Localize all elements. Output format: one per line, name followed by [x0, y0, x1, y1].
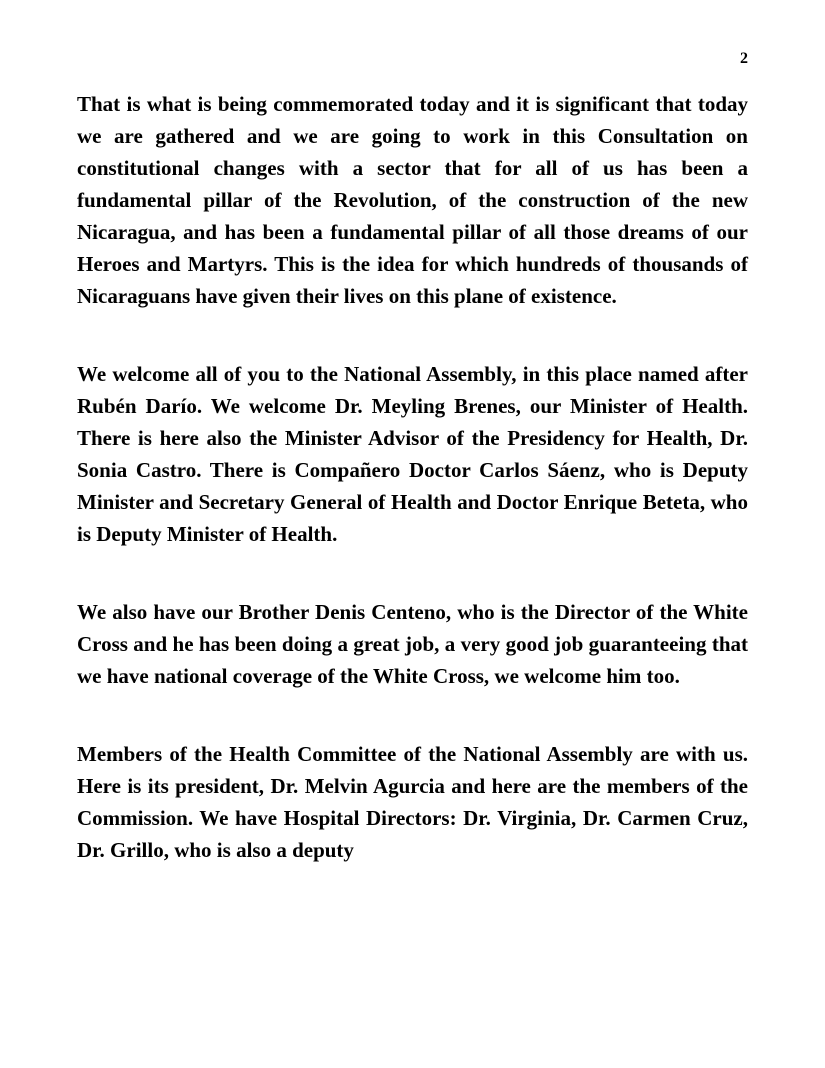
paragraph-health-committee: Members of the Health Committee of the National Assembly are with us. Here is its president, Dr. Melvin Agurcia and here are the members of the Commission. We have Hospital Directors: Dr. Virginia, Dr. Carmen Cruz, Dr. Grillo, who is also a deputy — [77, 742, 748, 862]
paragraph-white-cross: We also have our Brother Denis Centeno, who is the Director of the White Cross and he has been doing a great job, a very good job guaranteeing that we have national coverage of the White Cross, we welcome him too. — [77, 600, 748, 688]
page-number: 2 — [740, 50, 748, 67]
paragraph-welcome-ministers: We welcome all of you to the National Assembly, in this place named after Rubén Darío. We welcome Dr. Meyling Brenes, our Minister of Health. There is here also the Minister Advisor of the Presidency for Health, Dr. Sonia Castro. There is Compañero Doctor Carlos Sáenz, who is Deputy Minister and Secretary General of Health and Doctor Enrique Beteta, who is Deputy Minister of Health. — [77, 362, 748, 546]
paragraph-commemoration: That is what is being commemorated today and it is significant that today we are gathered and we are going to work in this Consultation on constitutional changes with a sector that for all of us has been a fundamental pillar of the Revolution, of the construction of the new Nicaragua, and has been a fundamental pillar of all those dreams of our Heroes and Martyrs. This is the idea for which hundreds of thousands of Nicaraguans have given their lives on this plane of existence. — [77, 92, 748, 308]
document-body — [77, 88, 748, 866]
